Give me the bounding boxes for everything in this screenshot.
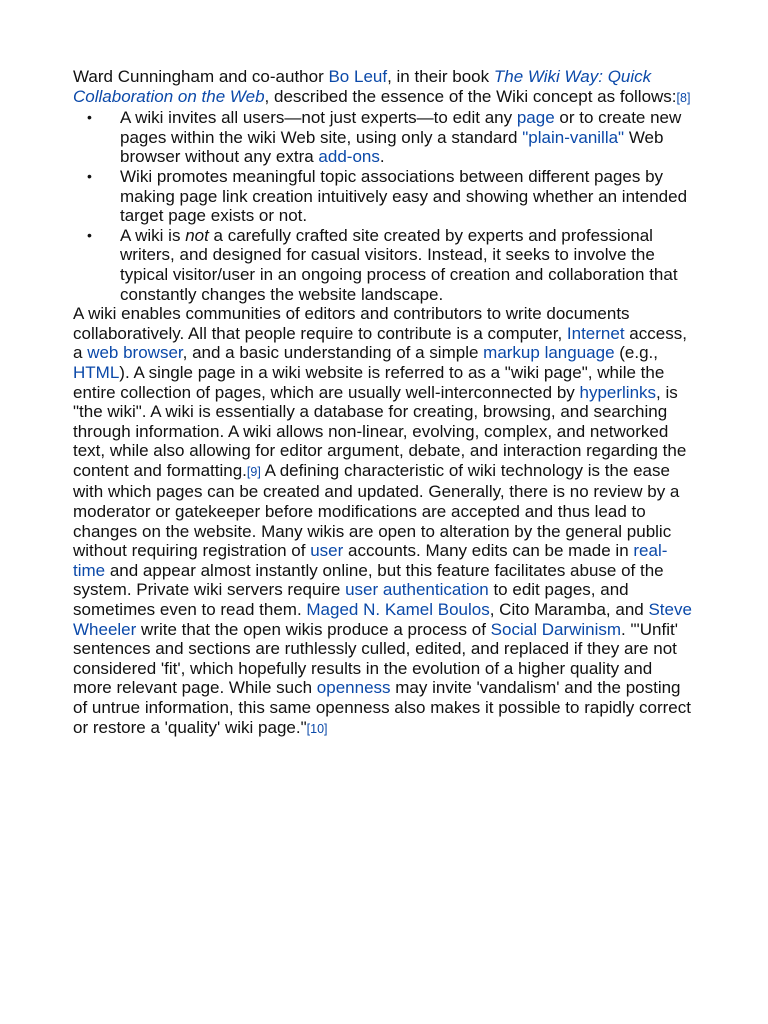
bullet-icon: • [87,226,92,243]
markup-language-link[interactable]: markup language [483,343,615,363]
list-item: • A wiki invites all users—not just experts—to edit any page or to create new pages within the wiki Web site, using only a standard "plain-vanilla" Web browser without any extra add-ons. [87,108,682,167]
reference-9-link[interactable]: [9] [246,464,261,479]
add-ons-link[interactable]: add-ons [318,147,380,167]
plain-vanilla-link[interactable]: "plain-vanilla" [522,127,625,147]
html-link[interactable]: HTML [73,362,120,382]
web-browser-link[interactable]: web browser [87,343,183,363]
body-paragraph: A wiki enables communities of editors and contributors to write documents collaboratively. All that people require to contribute is a computer, Internet access, a web browser, and a basic understanding of a simple markup language (e.g., HTML). A single page in a wiki website is referred to as a "wiki page", while the entire collection of pages, which are usually well-interconnected by hyperlinks, is "the wiki". A wiki is essentially a database for creating, browsing, and searching through information. A wiki allows non-linear, evolving, complex, and networked text, while also allowing for editor argument, debate, and interaction regarding the content and formatting.[9] A defining characteristic of wiki technology is the ease with which pages can be created and updated. Generally, there is no review by a moderator or gatekeeper before modifications are accepted and thus lead to changes on the website. Many wikis are open to alteration by the general public without requiring registration of user accounts. Many edits can be made in real-time and appear almost instantly online, but this feature facilitates abuse of the system. Private wiki servers require user authentication to edit pages, and sometimes even to read them. Maged N. Kamel Boulos, Cito Maramba, and Steve Wheeler write that the open wikis produce a process of Social Darwinism. "'Unfit' sentences and sections are ruthlessly culled, edited, and replaced if they are not considered 'fit', which hopefully results in the evolution of a higher quality and more relevant page. While such openness may invite 'vandalism' and the posting of untrue information, this same openness also makes it possible to rapidly correct or restore a 'quality' wiki page."[10] [73,304,692,737]
intro-paragraph: Ward Cunningham and co-author Bo Leuf, in their book The Wiki Way: Quick Collaboration on the Web, described the essence of the Wiki concept as follows:[8] [73,67,691,106]
article-content [73,67,695,739]
emphasis-not: not [185,225,209,245]
wiki-way-book-link[interactable]: The Wiki Way: Quick Collaboration on the Web [73,67,652,106]
user-link[interactable]: user [310,541,344,561]
list-item: • Wiki promotes meaningful topic associations between different pages by making page link creation intuitively easy and showing whether an intended target page exists or not. [87,166,688,226]
bullet-icon: • [87,109,92,126]
real-time-link[interactable]: real-time [73,541,668,580]
user-authentication-link[interactable]: user authentication [345,580,489,600]
reference-8-link[interactable]: [8] [676,90,691,105]
hyperlinks-link[interactable]: hyperlinks [579,382,657,402]
maged-kamel-boulos-link[interactable]: Maged N. Kamel Boulos [306,600,490,620]
reference-10-link[interactable]: [10] [306,721,328,736]
wiki-concept-list [73,108,695,304]
list-item: • A wiki is not a carefully crafted site created by experts and professional writers, and designed for casual visitors. Instead, it seeks to involve the typical visitor/user in an ongoing process of creation and collaboration that constantly changes the website landscape. [87,225,678,304]
bo-leuf-link[interactable]: Bo Leuf [328,67,388,86]
openness-link[interactable]: openness [316,678,391,698]
bullet-icon: • [87,167,92,184]
steve-wheeler-link[interactable]: Steve Wheeler [73,600,692,639]
social-darwinism-link[interactable]: Social Darwinism [490,619,622,639]
internet-link[interactable]: Internet [566,323,625,343]
page-link[interactable]: page [516,108,555,128]
